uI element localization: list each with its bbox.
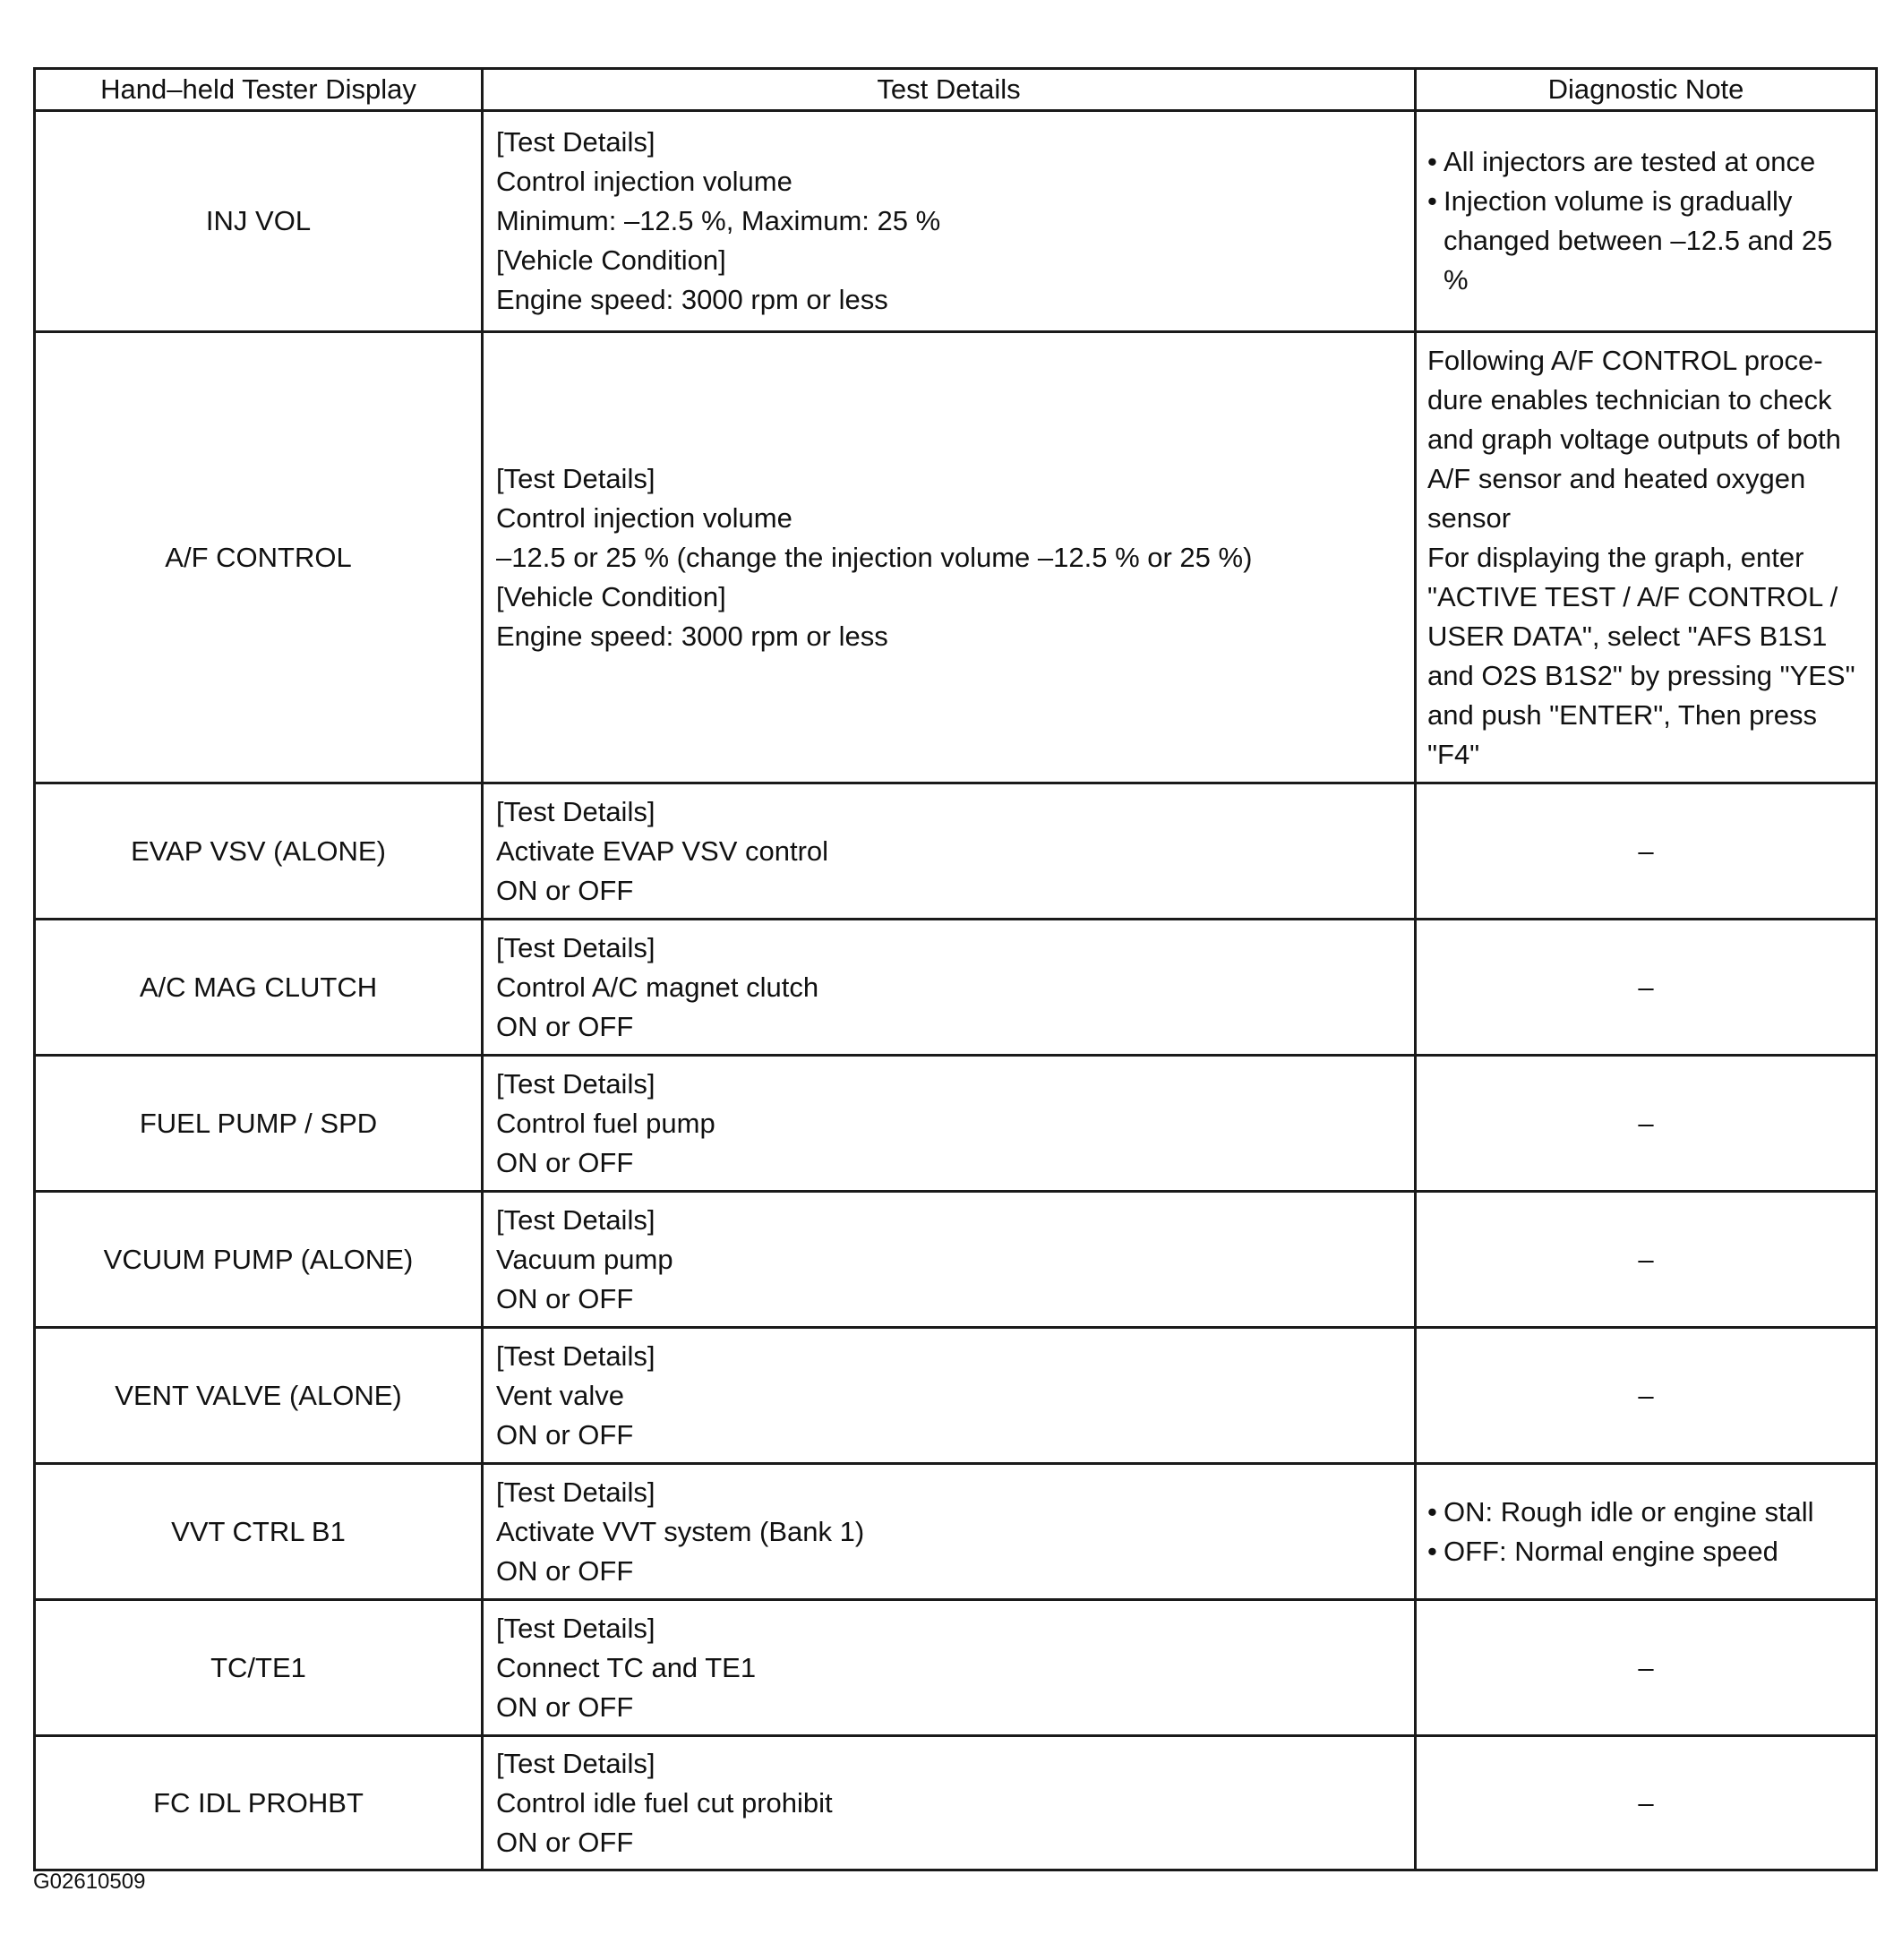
- detail-line: ON or OFF: [496, 1282, 634, 1314]
- bullet-icon: •: [1427, 146, 1437, 177]
- detail-line: Engine speed: 3000 rpm or less: [496, 284, 888, 315]
- diagnostic-note-cell: [1416, 332, 1877, 783]
- active-test-table: [33, 67, 1878, 1871]
- diagnostic-note-cell: –: [1416, 1056, 1877, 1192]
- tester-display-cell: TC/TE1: [35, 1600, 483, 1736]
- detail-line: Control idle fuel cut prohibit: [496, 1786, 833, 1819]
- detail-line: ON or OFF: [496, 1554, 634, 1587]
- note-paragraph: Following A/F CONTROL proce-dure enables technician to check and graph voltage outputs of both A/F sensor and heated oxygen sensor: [1427, 344, 1841, 534]
- test-details-cell: [483, 1192, 1416, 1328]
- header-diagnostic-note: Diagnostic Note: [1416, 69, 1877, 111]
- note-bullet: • OFF: Normal engine speed: [1427, 1532, 1864, 1571]
- detail-line: Vacuum pump: [496, 1243, 673, 1275]
- table-row: [35, 783, 1877, 920]
- table-row: [35, 1464, 1877, 1600]
- detail-line: Connect TC and TE1: [496, 1651, 757, 1683]
- tester-display-cell: FUEL PUMP / SPD: [35, 1056, 483, 1192]
- tester-display-cell: VENT VALVE (ALONE): [35, 1328, 483, 1464]
- figure-id: G02610509: [33, 1870, 146, 1894]
- header-tester-display: Hand–held Tester Display: [35, 69, 483, 111]
- tester-display-cell: INJ VOL: [35, 111, 483, 332]
- detail-line: [Test Details]: [496, 462, 655, 494]
- tester-display-cell: A/C MAG CLUTCH: [35, 920, 483, 1056]
- detail-line: ON or OFF: [496, 1010, 634, 1042]
- note-bullet: • All injectors are tested at once: [1427, 142, 1864, 182]
- detail-line: [Test Details]: [496, 1339, 655, 1372]
- detail-line: [Test Details]: [496, 931, 655, 963]
- detail-line: Control injection volume: [496, 166, 792, 197]
- table-row: [35, 1736, 1877, 1870]
- detail-line: [Vehicle Condition]: [496, 244, 726, 276]
- test-details-cell: [483, 1328, 1416, 1464]
- detail-line: Control A/C magnet clutch: [496, 971, 819, 1003]
- note-bullet-list: [1427, 1493, 1864, 1571]
- test-details-cell: [483, 1056, 1416, 1192]
- detail-line: Engine speed: 3000 rpm or less: [496, 620, 888, 652]
- detail-line: ON or OFF: [496, 1826, 634, 1858]
- detail-line: ON or OFF: [496, 874, 634, 906]
- diagnostic-note-cell: [1416, 1464, 1877, 1600]
- detail-line: [Vehicle Condition]: [496, 580, 726, 612]
- detail-line: [Test Details]: [496, 1067, 655, 1100]
- detail-line: ON or OFF: [496, 1146, 634, 1178]
- table-row: [35, 920, 1877, 1056]
- test-details-cell: [483, 783, 1416, 920]
- diagnostic-note-cell: –: [1416, 1192, 1877, 1328]
- detail-line: [Test Details]: [496, 1476, 655, 1508]
- header-test-details: Test Details: [483, 69, 1416, 111]
- bullet-icon: •: [1427, 185, 1437, 217]
- diagnostic-note-cell: –: [1416, 1328, 1877, 1464]
- test-details-cell: [483, 332, 1416, 783]
- table-header-row: [35, 69, 1877, 111]
- table-row: [35, 332, 1877, 783]
- tester-display-cell: VCUUM PUMP (ALONE): [35, 1192, 483, 1328]
- test-details-cell: [483, 920, 1416, 1056]
- detail-line: Control fuel pump: [496, 1107, 715, 1139]
- tester-display-cell: A/F CONTROL: [35, 332, 483, 783]
- note-bullet-list: [1427, 142, 1864, 300]
- active-test-table-container: [33, 67, 1875, 1871]
- note-bullet: • ON: Rough idle or engine stall: [1427, 1493, 1864, 1532]
- note-paragraph: For displaying the graph, enter "ACTIVE TEST / A/F CONTROL / USER DATA", select "AFS B1S1 and O2S B1S2" by pressing "YES" and push "ENTER", Then press "F4": [1427, 541, 1855, 770]
- test-details-cell: [483, 1464, 1416, 1600]
- diagnostic-note-cell: –: [1416, 920, 1877, 1056]
- detail-line: Activate VVT system (Bank 1): [496, 1515, 865, 1547]
- table-row: [35, 1192, 1877, 1328]
- tester-display-cell: FC IDL PROHBT: [35, 1736, 483, 1870]
- test-details-cell: [483, 1736, 1416, 1870]
- tester-display-cell: EVAP VSV (ALONE): [35, 783, 483, 920]
- diagnostic-note-cell: –: [1416, 1600, 1877, 1736]
- bullet-icon: •: [1427, 1535, 1437, 1567]
- table-row: [35, 111, 1877, 332]
- detail-line: Vent valve: [496, 1379, 625, 1411]
- detail-line: [Test Details]: [496, 1612, 655, 1644]
- detail-line: –12.5 or 25 % (change the injection volume –12.5 % or 25 %): [496, 541, 1253, 573]
- table-row: [35, 1328, 1877, 1464]
- bullet-icon: •: [1427, 1495, 1437, 1528]
- detail-line: Minimum: –12.5 %, Maximum: 25 %: [496, 205, 941, 236]
- detail-line: [Test Details]: [496, 795, 655, 827]
- detail-line: ON or OFF: [496, 1690, 634, 1723]
- tester-display-cell: VVT CTRL B1: [35, 1464, 483, 1600]
- test-details-cell: [483, 111, 1416, 332]
- table-row: [35, 1600, 1877, 1736]
- test-details-cell: [483, 1600, 1416, 1736]
- note-bullet: • Injection volume is gradually changed between –12.5 and 25 %: [1427, 182, 1864, 300]
- detail-line: [Test Details]: [496, 1747, 655, 1779]
- detail-line: [Test Details]: [496, 1203, 655, 1236]
- table-row: [35, 1056, 1877, 1192]
- detail-line: ON or OFF: [496, 1418, 634, 1451]
- diagnostic-note-cell: –: [1416, 783, 1877, 920]
- diagnostic-note-cell: [1416, 111, 1877, 332]
- detail-line: Activate EVAP VSV control: [496, 834, 829, 867]
- diagnostic-note-cell: –: [1416, 1736, 1877, 1870]
- detail-line: Control injection volume: [496, 501, 792, 534]
- detail-line: [Test Details]: [496, 126, 655, 158]
